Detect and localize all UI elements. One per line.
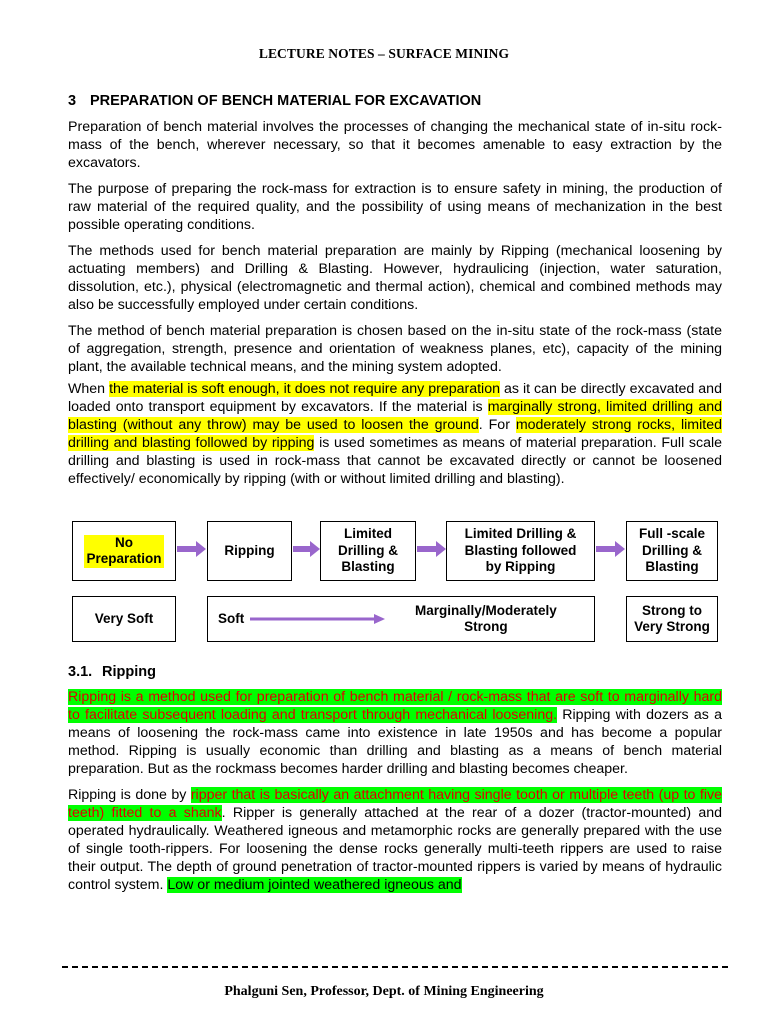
strength-very-soft	[72, 596, 176, 642]
strength-range	[207, 596, 595, 642]
method-limited-drilling-label: Limited Drilling & Blasting	[338, 526, 398, 575]
arrow-right-icon	[292, 540, 322, 558]
text-run: Ripping with dozers as a means of loosening the rock-mass came into existence in late 1950s and has become a popular method. Ripping is usually economic than drilling and blasting as a means of bench material preparation. But as the rockmass becomes harder drilling and blasting becomes cheaper.	[68, 707, 722, 777]
section-title: PREPARATION OF BENCH MATERIAL FOR EXCAVATION	[90, 93, 482, 109]
text-run: as it can be directly excavated and loaded onto transport equipment by excavators. If the material is	[68, 381, 722, 415]
method-full-scale-label: Full -scale Drilling & Blasting	[638, 526, 706, 575]
text-run: Ripping is done by	[68, 787, 191, 803]
text-run: . Ripper is generally attached at the rear of a dozer (tractor-mounted) and operated hydraulically. Weathered igneous and metamorphic rocks are generally prepared with the use of single tooth-rippers. For loosening the dense rocks generally multi-teeth rippers are used to raise their output. The depth of ground penetration of tractor-mounted rippers is varied by means of hydraulic control system.	[68, 805, 722, 893]
subsection-number: 3.1.	[68, 664, 93, 680]
paragraph-ripper	[68, 786, 722, 894]
strength-strong-label: Strong to Very Strong	[634, 602, 710, 634]
section-heading	[68, 93, 481, 109]
strength-very-soft-label: Very Soft	[94, 610, 154, 626]
method-ripping-label: Ripping	[224, 542, 275, 558]
paragraph-purpose: The purpose of preparing the rock-mass for extraction is to ensure safety in mining, the production of raw material of the required quality, and the possibility of using means of mechanization in the best possible operating conditions.	[68, 181, 722, 233]
highlight-weathered: Low or medium jointed weathered igneous and	[167, 877, 462, 893]
strength-moderate-label: Marginally/Moderately Strong	[414, 602, 557, 634]
method-ripping	[207, 521, 292, 581]
arrow-right-icon	[595, 540, 627, 558]
section-number: 3	[68, 93, 77, 109]
highlight-ripping-definition: Ripping is a method used for preparation of bench material / rock-mass that are soft to marginally hard to facilitate subsequent loading and transport through mechanical loosening.	[68, 689, 722, 723]
arrow-right-icon	[416, 540, 448, 558]
method-limited-drilling-ripping	[446, 521, 595, 581]
paragraph-methods: The methods used for bench material preparation are mainly by Ripping (mechanical loosening by actuating members) and Drilling & Blasting. However, hydraulicing (injection, water saturation, dissolution, etc.), physical (electromagnetic and thermal action), chemical and combined methods may also be successfully employed under certain conditions.	[68, 243, 722, 313]
subsection-title: Ripping	[102, 664, 156, 680]
highlight-soft: the material is soft enough, it does not require any preparation	[109, 381, 500, 397]
text-run: When	[68, 381, 110, 397]
strength-strong	[626, 596, 718, 642]
method-limited-drilling-ripping-label: Limited Drilling & Blasting followed by Ripping	[464, 526, 577, 575]
highlight-moderate: moderately strong rocks, limited drilling and blasting followed by ripping	[68, 417, 722, 451]
arrow-right-icon	[176, 540, 208, 558]
paragraph-ripping-definition	[68, 688, 722, 778]
paragraph-conditions	[68, 380, 722, 488]
subsection-heading	[68, 664, 156, 680]
paragraph-choice: The method of bench material preparation is chosen based on the in-situ state of the rock-mass (state of aggregation, strength, presence and orientation of weakness planes, etc), capacity of the mining plant, the available technical means, and the mining system adopted.	[68, 323, 722, 375]
text-run: is used sometimes as means of material preparation. Full scale drilling and blasting is used in rock-mass that cannot be excavated directly or cannot be loosened effectively/ economically by ripping (with or without limited drilling and blasting).	[68, 435, 722, 487]
paragraph-intro: Preparation of bench material involves the processes of changing the mechanical state of in-situ rock-mass of the bench, wherever necessary, so that it becomes amenable to easy extraction by the excavators.	[68, 119, 722, 171]
page-header: LECTURE NOTES – SURFACE MINING	[258, 46, 510, 61]
footer-divider	[62, 966, 728, 968]
method-no-preparation-label: No Preparation	[84, 535, 164, 568]
method-full-scale	[626, 521, 718, 581]
page-footer: Phalguni Sen, Professor, Dept. of Mining Engineering	[224, 984, 544, 999]
long-arrow-icon	[250, 613, 385, 625]
method-no-preparation	[72, 521, 176, 581]
method-limited-drilling	[320, 521, 416, 581]
highlight-ripper: ripper that is basically an attachment having single tooth or multiple teeth (up to five teeth) fitted to a shank	[68, 787, 722, 821]
highlight-marginal: marginally strong, limited drilling and blasting (without any throw) may be used to loosen the ground	[68, 399, 723, 433]
strength-soft-label: Soft	[218, 610, 245, 626]
text-run: . For	[478, 417, 516, 433]
